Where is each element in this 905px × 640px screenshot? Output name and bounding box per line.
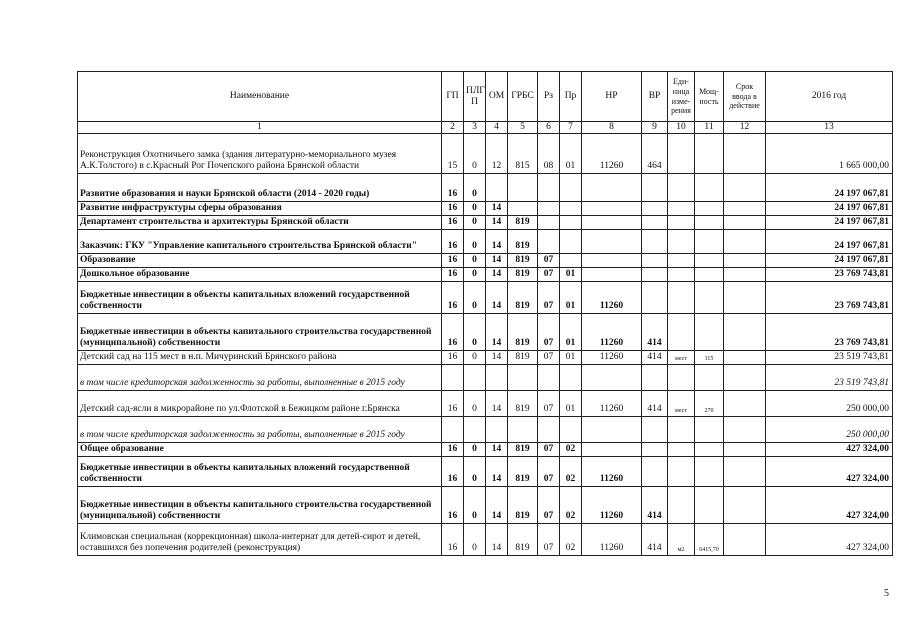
row-vr (642, 174, 668, 202)
row-vr (642, 364, 668, 390)
row-plgp: 0 (464, 174, 486, 202)
row-amount: 427 324,00 (766, 456, 893, 486)
row-vr (642, 229, 668, 253)
column-number: 8 (582, 122, 642, 134)
row-nr (582, 253, 642, 267)
row-plgp: 0 (464, 267, 486, 281)
row-amount: 23 769 743,81 (766, 281, 893, 313)
row-om: 14 (486, 313, 508, 350)
row-pr: 02 (560, 442, 582, 456)
row-name: Заказчик: ГКУ "Управление капитального строительства Брянской области" (78, 229, 442, 253)
column-number: 7 (560, 122, 582, 134)
row-name: в том числе кредиторская задолженность за работы, выполненные в 2015 году (78, 416, 442, 442)
row-term (724, 253, 766, 267)
row-pr: 01 (560, 390, 582, 416)
row-gp: 16 (442, 523, 464, 555)
row-grbs: 819 (508, 313, 538, 350)
row-nr (582, 416, 642, 442)
header-unit: Еди- ница изме- рения (668, 72, 695, 122)
row-om: 14 (486, 442, 508, 456)
table-row (78, 215, 893, 229)
column-number: 11 (695, 122, 724, 134)
row-name: Департамент строительства и архитектуры Брянской области (78, 215, 442, 229)
table-row (78, 486, 893, 523)
row-rz (538, 229, 560, 253)
row-vr: 414 (642, 350, 668, 364)
row-vr (642, 215, 668, 229)
header-vr: ВР (642, 72, 668, 122)
row-gp: 16 (442, 442, 464, 456)
row-term (724, 202, 766, 216)
row-plgp: 0 (464, 523, 486, 555)
row-grbs: 819 (508, 267, 538, 281)
row-pr: 02 (560, 523, 582, 555)
row-gp (442, 416, 464, 442)
row-amount: 24 197 067,81 (766, 215, 893, 229)
row-om: 14 (486, 456, 508, 486)
table-row (78, 416, 893, 442)
row-unit (668, 281, 695, 313)
row-pr: 02 (560, 456, 582, 486)
row-rz: 07 (538, 390, 560, 416)
row-grbs (508, 416, 538, 442)
row-vr (642, 416, 668, 442)
row-amount: 250 000,00 (766, 416, 893, 442)
row-gp: 16 (442, 281, 464, 313)
row-gp: 16 (442, 174, 464, 202)
row-unit (668, 442, 695, 456)
row-term (724, 350, 766, 364)
row-plgp (464, 364, 486, 390)
row-unit (668, 267, 695, 281)
row-vr (642, 281, 668, 313)
row-capacity (695, 202, 724, 216)
row-capacity (695, 416, 724, 442)
column-number: 13 (766, 122, 893, 134)
column-number: 12 (724, 122, 766, 134)
row-grbs: 819 (508, 390, 538, 416)
row-amount: 24 197 067,81 (766, 253, 893, 267)
row-vr (642, 267, 668, 281)
row-nr: 11260 (582, 281, 642, 313)
row-nr (582, 442, 642, 456)
table-row (78, 253, 893, 267)
row-name: Реконструкция Охотничьего замка (здания литературно-мемориального музея А.К.Толстого) в с.Красный Рог Почепского района Брянской области (78, 134, 442, 174)
row-om: 14 (486, 390, 508, 416)
row-pr (560, 174, 582, 202)
row-nr: 11260 (582, 523, 642, 555)
row-vr: 414 (642, 390, 668, 416)
row-plgp: 0 (464, 313, 486, 350)
row-rz: 07 (538, 456, 560, 486)
row-gp: 16 (442, 267, 464, 281)
page-number: 5 (884, 588, 889, 599)
row-plgp (464, 416, 486, 442)
row-amount: 24 197 067,81 (766, 174, 893, 202)
row-pr (560, 416, 582, 442)
row-pr (560, 229, 582, 253)
row-term (724, 281, 766, 313)
header-term: Срок ввода в действие (724, 72, 766, 122)
row-capacity: 115 (695, 350, 724, 364)
row-gp: 16 (442, 313, 464, 350)
header-rz: Рз (538, 72, 560, 122)
column-number-row (78, 122, 893, 134)
row-om: 14 (486, 281, 508, 313)
row-name: Бюджетные инвестиции в объекты капитальных вложений государственной собственности (78, 281, 442, 313)
row-unit (668, 313, 695, 350)
row-amount: 23 769 743,81 (766, 267, 893, 281)
row-capacity (695, 364, 724, 390)
row-name: Бюджетные инвестиции в объекты капитального строительства государственной (муниципальной) собственности (78, 486, 442, 523)
row-capacity (695, 486, 724, 523)
row-rz: 07 (538, 267, 560, 281)
row-gp: 16 (442, 229, 464, 253)
row-grbs: 819 (508, 350, 538, 364)
row-plgp: 0 (464, 253, 486, 267)
table-body (78, 134, 893, 556)
row-rz (538, 215, 560, 229)
row-nr: 11260 (582, 390, 642, 416)
row-unit (668, 486, 695, 523)
row-nr (582, 174, 642, 202)
row-grbs: 815 (508, 134, 538, 174)
row-vr (642, 442, 668, 456)
budget-table (77, 71, 893, 556)
row-capacity (695, 174, 724, 202)
column-number: 1 (78, 122, 442, 134)
row-term (724, 416, 766, 442)
row-term (724, 456, 766, 486)
row-om: 14 (486, 215, 508, 229)
row-rz (538, 174, 560, 202)
row-amount: 1 665 000,00 (766, 134, 893, 174)
row-pr: 01 (560, 350, 582, 364)
column-number: 10 (668, 122, 695, 134)
row-term (724, 215, 766, 229)
row-grbs (508, 364, 538, 390)
row-pr: 01 (560, 281, 582, 313)
row-name: Детский сад-ясли в микрорайоне по ул.Флотской в Бежицком районе г.Брянска (78, 390, 442, 416)
row-nr: 11260 (582, 456, 642, 486)
row-nr: 11260 (582, 486, 642, 523)
row-nr (582, 215, 642, 229)
row-vr: 414 (642, 313, 668, 350)
row-term (724, 442, 766, 456)
row-grbs: 819 (508, 215, 538, 229)
header-pr: Пр (560, 72, 582, 122)
row-unit (668, 229, 695, 253)
header-year: 2016 год (766, 72, 893, 122)
row-capacity (695, 229, 724, 253)
row-vr (642, 456, 668, 486)
row-nr: 11260 (582, 134, 642, 174)
column-number: 9 (642, 122, 668, 134)
row-unit (668, 134, 695, 174)
row-om (486, 174, 508, 202)
row-capacity (695, 215, 724, 229)
row-unit (668, 456, 695, 486)
row-vr: 414 (642, 486, 668, 523)
row-term (724, 134, 766, 174)
row-unit: м2 (668, 523, 695, 555)
row-rz: 07 (538, 486, 560, 523)
row-term (724, 313, 766, 350)
table-row (78, 364, 893, 390)
row-unit (668, 416, 695, 442)
row-amount: 24 197 067,81 (766, 229, 893, 253)
row-plgp: 0 (464, 202, 486, 216)
row-om: 14 (486, 486, 508, 523)
row-capacity: 270 (695, 390, 724, 416)
table-row (78, 313, 893, 350)
row-grbs: 819 (508, 281, 538, 313)
row-capacity (695, 267, 724, 281)
table-row (78, 442, 893, 456)
row-vr: 464 (642, 134, 668, 174)
row-amount: 23 769 743,81 (766, 313, 893, 350)
row-om: 14 (486, 253, 508, 267)
row-gp: 16 (442, 202, 464, 216)
row-nr (582, 364, 642, 390)
row-capacity (695, 313, 724, 350)
row-plgp: 0 (464, 456, 486, 486)
row-nr (582, 229, 642, 253)
row-grbs (508, 202, 538, 216)
row-unit (668, 253, 695, 267)
row-om (486, 364, 508, 390)
row-vr: 414 (642, 523, 668, 555)
table-row (78, 350, 893, 364)
table-row (78, 281, 893, 313)
row-nr (582, 267, 642, 281)
row-pr (560, 253, 582, 267)
row-grbs: 819 (508, 456, 538, 486)
row-term (724, 390, 766, 416)
header-gp: ГП (442, 72, 464, 122)
row-name: Бюджетные инвестиции в объекты капитальных вложений государственной собственности (78, 456, 442, 486)
header-plgp: ПЛГ П (464, 72, 486, 122)
row-name: Бюджетные инвестиции в объекты капитального строительства государственной (муниципальной) собственности (78, 313, 442, 350)
row-capacity (695, 253, 724, 267)
row-grbs (508, 174, 538, 202)
row-rz: 07 (538, 350, 560, 364)
row-amount: 250 000,00 (766, 390, 893, 416)
row-unit (668, 202, 695, 216)
row-unit: мест (668, 350, 695, 364)
row-name: Климовская специальная (коррекционная) школа-интернат для детей-сирот и детей, оставшихся без попечения родителей (реконструкция) (78, 523, 442, 555)
row-plgp: 0 (464, 486, 486, 523)
row-pr: 01 (560, 134, 582, 174)
row-name: Развитие образования и науки Брянской области (2014 - 2020 годы) (78, 174, 442, 202)
header-nr: НР (582, 72, 642, 122)
row-gp: 16 (442, 253, 464, 267)
row-gp: 16 (442, 215, 464, 229)
row-rz (538, 416, 560, 442)
row-plgp: 0 (464, 442, 486, 456)
row-plgp: 0 (464, 229, 486, 253)
row-pr: 01 (560, 267, 582, 281)
header-row (78, 72, 893, 122)
row-name: Общее образование (78, 442, 442, 456)
row-pr: 02 (560, 486, 582, 523)
row-om (486, 416, 508, 442)
row-unit (668, 174, 695, 202)
row-pr: 01 (560, 313, 582, 350)
row-amount: 427 324,00 (766, 523, 893, 555)
row-term (724, 267, 766, 281)
row-grbs: 819 (508, 523, 538, 555)
row-term (724, 174, 766, 202)
table-row (78, 174, 893, 202)
row-amount: 427 324,00 (766, 486, 893, 523)
row-om: 14 (486, 350, 508, 364)
table-row (78, 229, 893, 253)
row-rz: 07 (538, 253, 560, 267)
row-capacity: 6415,70 (695, 523, 724, 555)
row-grbs: 819 (508, 229, 538, 253)
row-om: 14 (486, 523, 508, 555)
row-amount: 427 324,00 (766, 442, 893, 456)
row-nr: 11260 (582, 313, 642, 350)
row-name: Образование (78, 253, 442, 267)
row-capacity (695, 134, 724, 174)
row-plgp: 0 (464, 215, 486, 229)
row-amount: 23 519 743,81 (766, 364, 893, 390)
row-term (724, 229, 766, 253)
table-row (78, 390, 893, 416)
table-row (78, 202, 893, 216)
table-row (78, 267, 893, 281)
row-name: Дошкольное образование (78, 267, 442, 281)
row-nr: 11260 (582, 350, 642, 364)
header-grbs: ГРБС (508, 72, 538, 122)
row-term (724, 364, 766, 390)
row-name: Детский сад на 115 мест в н.п. Мичуринский Брянского района (78, 350, 442, 364)
column-number: 3 (464, 122, 486, 134)
row-rz (538, 202, 560, 216)
row-amount: 24 197 067,81 (766, 202, 893, 216)
row-plgp: 0 (464, 134, 486, 174)
row-nr (582, 202, 642, 216)
row-pr (560, 202, 582, 216)
row-rz: 07 (538, 281, 560, 313)
row-rz: 07 (538, 523, 560, 555)
row-om: 14 (486, 202, 508, 216)
row-capacity (695, 281, 724, 313)
column-number: 6 (538, 122, 560, 134)
row-capacity (695, 456, 724, 486)
table-row (78, 523, 893, 555)
header-name: Наименование (78, 72, 442, 122)
table-row (78, 456, 893, 486)
row-plgp: 0 (464, 281, 486, 313)
row-capacity (695, 442, 724, 456)
row-om: 12 (486, 134, 508, 174)
row-term (724, 486, 766, 523)
row-vr (642, 253, 668, 267)
row-plgp: 0 (464, 350, 486, 364)
row-vr (642, 202, 668, 216)
row-rz (538, 364, 560, 390)
row-name: в том числе кредиторская задолженность за работы, выполненные в 2015 году (78, 364, 442, 390)
row-gp: 16 (442, 350, 464, 364)
row-grbs: 819 (508, 486, 538, 523)
row-name: Развитие инфраструктуры сферы образования (78, 202, 442, 216)
column-number: 5 (508, 122, 538, 134)
row-rz: 08 (538, 134, 560, 174)
table-row (78, 134, 893, 174)
row-pr (560, 364, 582, 390)
row-unit (668, 364, 695, 390)
header-om: ОМ (486, 72, 508, 122)
row-gp: 15 (442, 134, 464, 174)
row-rz: 07 (538, 313, 560, 350)
row-grbs: 819 (508, 442, 538, 456)
row-gp (442, 364, 464, 390)
row-grbs: 819 (508, 253, 538, 267)
row-gp: 16 (442, 390, 464, 416)
row-pr (560, 215, 582, 229)
row-gp: 16 (442, 486, 464, 523)
row-unit: мест (668, 390, 695, 416)
row-om: 14 (486, 267, 508, 281)
row-amount: 23 519 743,81 (766, 350, 893, 364)
row-rz: 07 (538, 442, 560, 456)
row-unit (668, 215, 695, 229)
row-plgp: 0 (464, 390, 486, 416)
header-capacity: Мощ- ность (695, 72, 724, 122)
column-number: 2 (442, 122, 464, 134)
column-number: 4 (486, 122, 508, 134)
row-om: 14 (486, 229, 508, 253)
row-gp: 16 (442, 456, 464, 486)
row-term (724, 523, 766, 555)
